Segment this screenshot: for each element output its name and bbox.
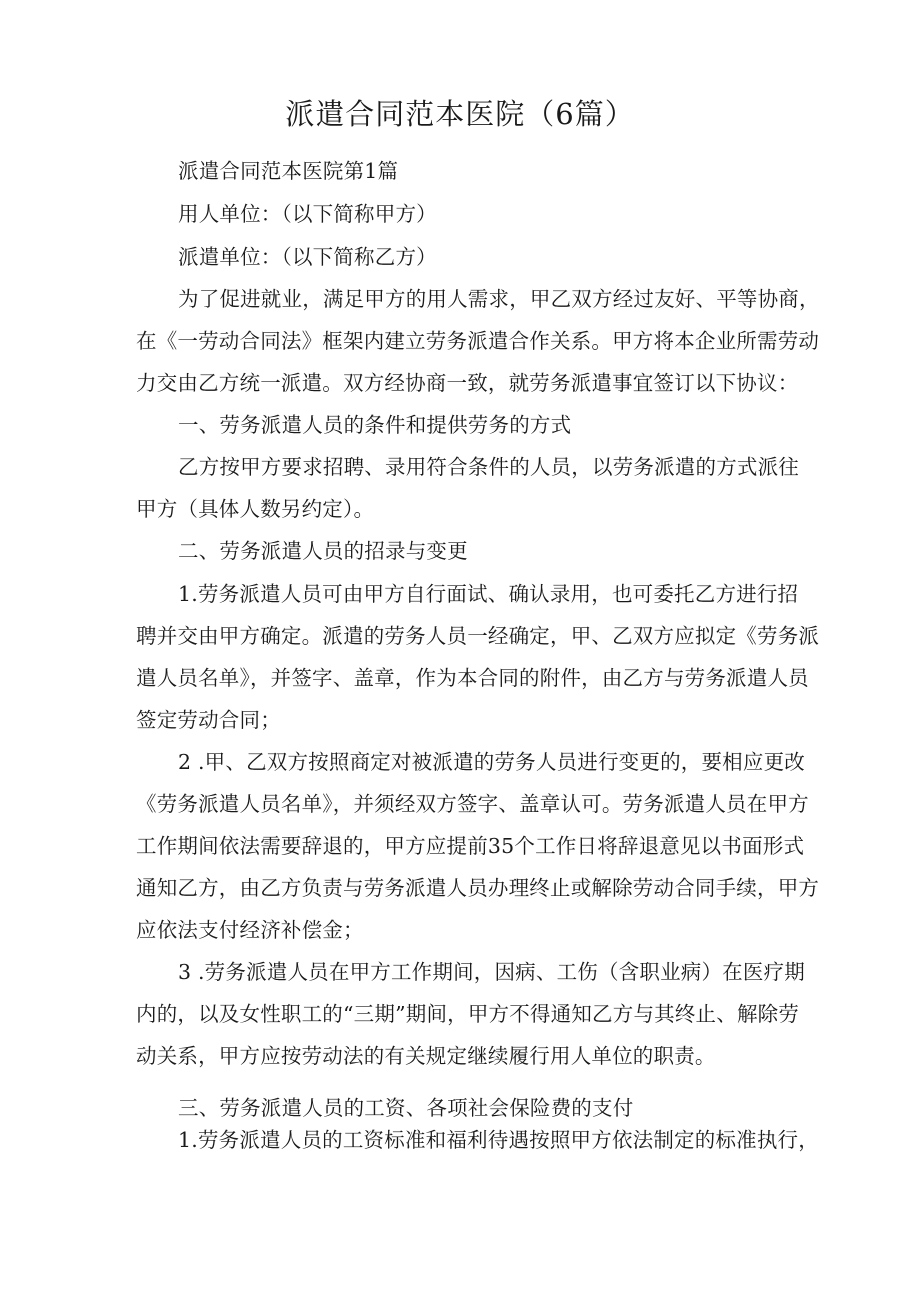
paragraph-line: 在《一劳动合同法》框架内建立劳务派遣合作关系。甲方将本企业所需劳动 [136,329,820,353]
dispatcher-line: 派遣单位：（以下简称乙方） [178,245,437,269]
paragraph-line: 乙方按甲方要求招聘、录用符合条件的人员，以劳务派遣的方式派往 [178,455,799,479]
paragraph-line: 应依法支付经济补偿金； [136,918,364,942]
document-title: 派遣合同范本医院（6篇） [285,97,635,131]
paragraph-line: 2 .甲、乙双方按照商定对被派遣的劳务人员进行变更的，要相应更改 [178,750,805,774]
paragraph-line: 聘并交由甲方确定。派遣的劳务人员一经确定，甲、乙双方应拟定《劳务派 [136,624,820,648]
paragraph-line: 1.劳务派遣人员可由甲方自行面试、确认录用，也可委托乙方进行招 [178,582,799,606]
paragraph-line: 动关系，甲方应按劳动法的有关规定继续履行用人单位的职责。 [136,1044,716,1068]
paragraph-line: 工作期间依法需要辞退的，甲方应提前35个工作日将辞退意见以书面形式 [136,834,805,858]
paragraph-line: 1.劳务派遣人员的工资标准和福利待遇按照甲方依法制定的标准执行， [178,1128,819,1152]
clause-heading-1: 一、劳务派遣人员的条件和提供劳务的方式 [178,413,572,437]
paragraph-line: 遣人员名单》，并签字、盖章，作为本合同的附件，由乙方与劳务派遣人员 [136,666,809,690]
paragraph-line: 力交由乙方统一派遣。双方经协商一致，就劳务派遣事宜签订以下协议： [136,371,799,395]
clause-heading-3: 三、劳务派遣人员的工资、各项社会保险费的支付 [178,1096,634,1120]
paragraph-line: 3 .劳务派遣人员在甲方工作期间，因病、工伤（含职业病）在医疗期 [178,960,805,984]
employer-line: 用人单位：（以下简称甲方） [178,202,437,226]
clause-heading-2: 二、劳务派遣人员的招录与变更 [178,539,468,563]
paragraph-line: 甲方（具体人数另约定）。 [136,497,375,521]
paragraph-line: 签定劳动合同； [136,708,281,732]
paragraph-line: 通知乙方，由乙方负责与劳务派遣人员办理终止或解除劳动合同手续，甲方 [136,876,820,900]
paragraph-line: 《劳务派遣人员名单》，并须经双方签字、盖章认可。劳务派遣人员在甲方 [136,792,809,816]
paragraph-line: 为了促进就业，满足甲方的用人需求，甲乙双方经过友好、平等协商， [178,287,820,311]
paragraph-line: 内的，以及女性职工的“三期”期间，甲方不得通知乙方与其终止、解除劳 [136,1002,800,1026]
section-heading-part-1: 派遣合同范本医院第1篇 [178,159,399,183]
